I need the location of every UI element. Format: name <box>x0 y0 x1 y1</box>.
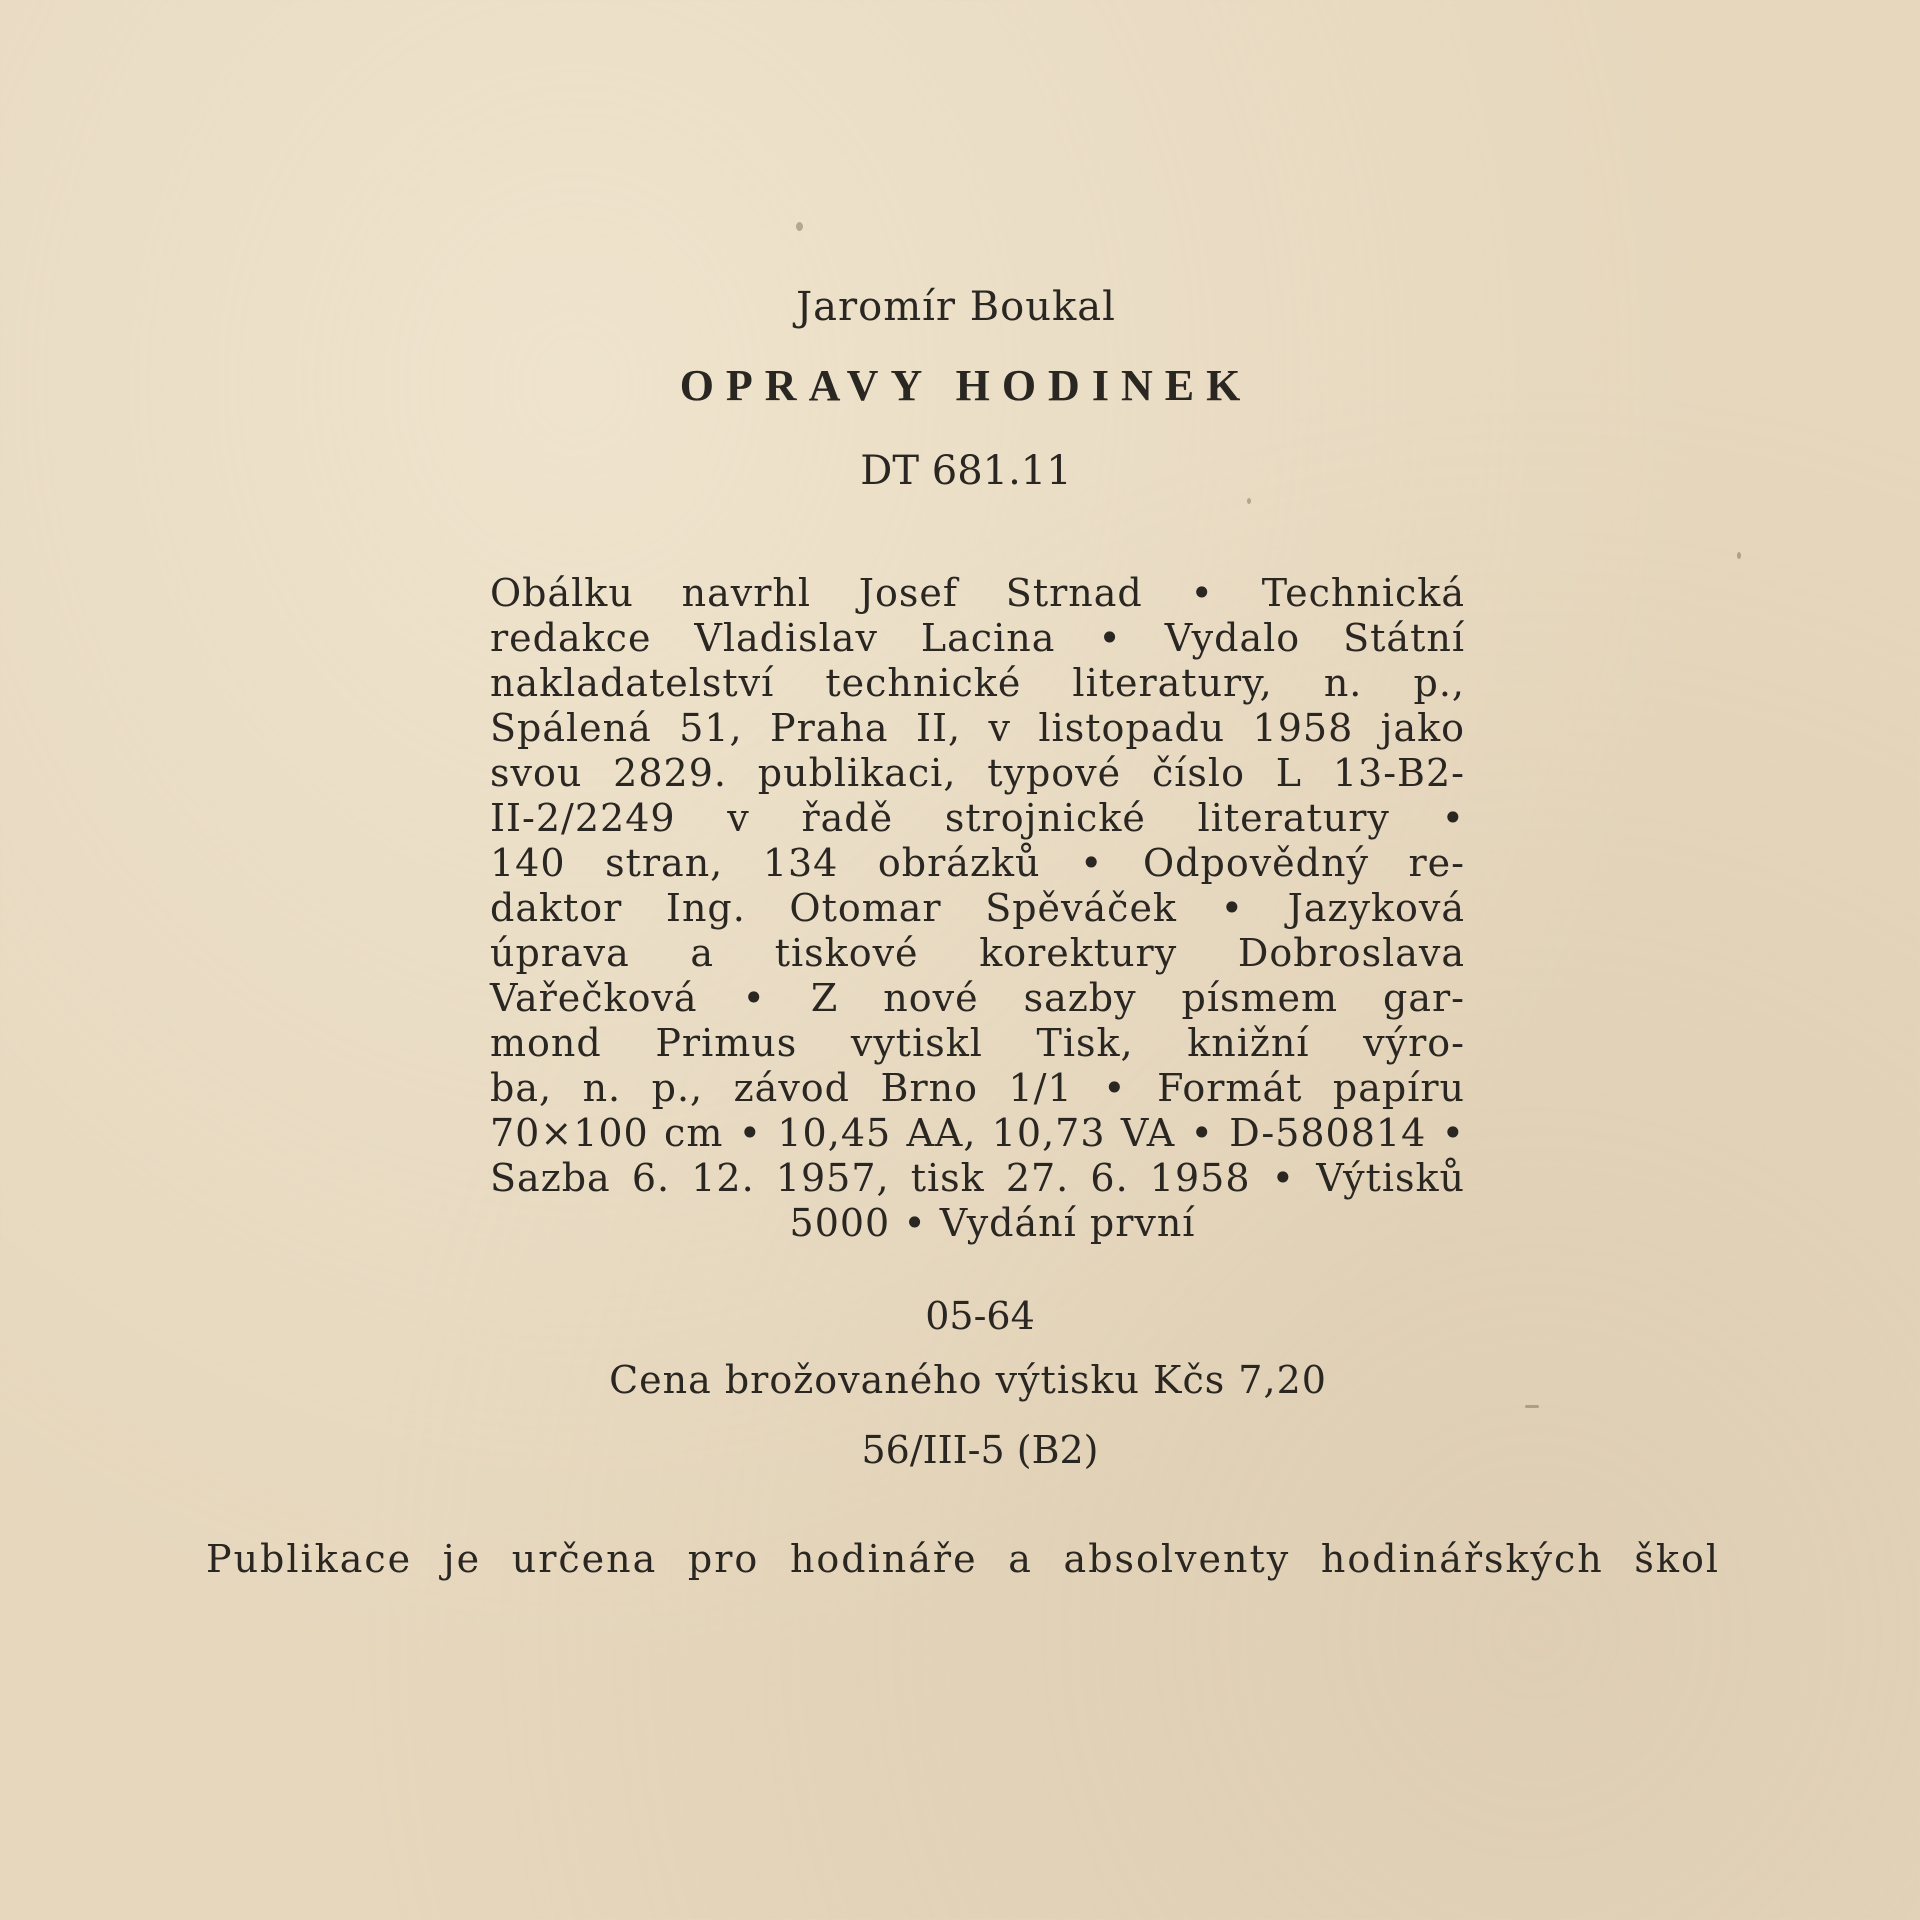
colophon-line: redakce Vladislav Lacina • Vydalo Státní <box>490 616 1465 660</box>
colophon-line: daktor Ing. Otomar Spěváček • Jazyková <box>490 886 1465 930</box>
author-name: Jaromír Boukal <box>796 284 1116 330</box>
colophon-line: ba, n. p., závod Brno 1/1 • Formát papíru <box>490 1066 1465 1110</box>
colophon-line: svou 2829. publikaci, typové číslo L 13-B2- <box>490 751 1465 795</box>
colophon-block <box>490 571 1465 1246</box>
colophon-line: II-2/2249 v řadě strojnické literatury • <box>490 796 1465 840</box>
colophon-line: nakladatelství technické literatury, n. p., <box>490 661 1465 705</box>
paper-speck <box>1247 498 1251 504</box>
colophon-line: mond Primus vytiskl Tisk, knižní výro- <box>490 1021 1465 1065</box>
colophon-line: Vařečková • Z nové sazby písmem gar- <box>490 976 1465 1020</box>
paper-speck <box>796 222 803 231</box>
paper-speck <box>1525 1405 1539 1408</box>
colophon-line: 5000 • Vydání první <box>789 1201 1196 1245</box>
colophon-line: úprava a tiskové korektury Dobroslava <box>490 931 1465 975</box>
colophon-line: Spálená 51, Praha II, v listopadu 1958 jako <box>490 706 1465 750</box>
catalog-number: 56/III-5 (B2) <box>861 1428 1099 1472</box>
colophon-line: 140 stran, 134 obrázků • Odpovědný re- <box>490 841 1465 885</box>
colophon-line: 70×100 cm • 10,45 AA, 10,73 VA • D-580814 • <box>490 1111 1465 1155</box>
price-line: Cena brožovaného výtisku Kčs 7,20 <box>609 1358 1327 1402</box>
audience-note: Publikace je určena pro hodináře a absolventy hodinářských škol <box>206 1537 1720 1581</box>
colophon-line: Sazba 6. 12. 1957, tisk 27. 6. 1958 • Výtisků <box>490 1156 1465 1200</box>
paper-speck <box>1737 552 1741 559</box>
edition-code: 05-64 <box>925 1294 1035 1338</box>
book-title: OPRAVY HODINEK <box>679 361 1253 410</box>
colophon-line: Obálku navrhl Josef Strnad • Technická <box>490 571 1465 615</box>
classification-code: DT 681.11 <box>860 448 1072 494</box>
